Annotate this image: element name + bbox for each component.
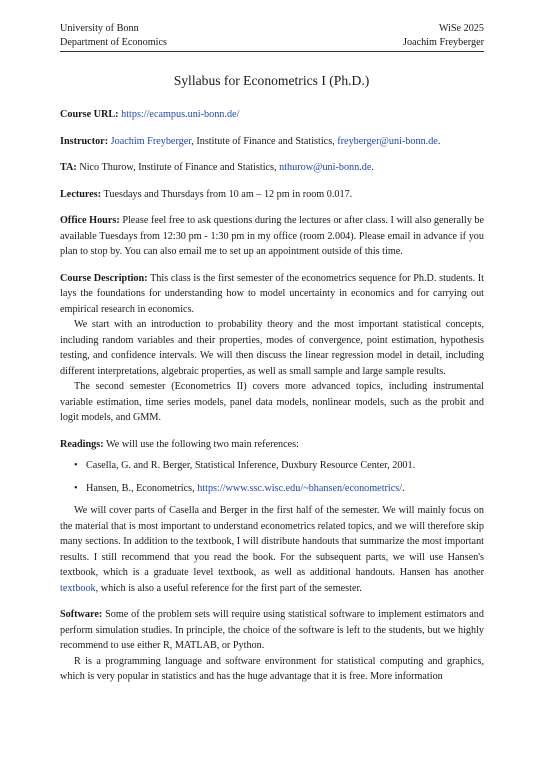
ta-end: .: [371, 162, 374, 173]
instructor-line: [60, 134, 484, 150]
readings-intro: We will use the following two main references:: [105, 438, 299, 450]
header-department: Department of Economics: [60, 36, 167, 48]
readings-item-casella: [74, 458, 484, 474]
header-term: WiSe 2025: [438, 23, 484, 34]
ta-label: TA:: [60, 162, 77, 173]
readings-item-text: Casella, G. and R. Berger, Statistical Inference, Duxbury Resource Center, 2001.: [86, 460, 416, 471]
instructor-label: Instructor:: [60, 135, 109, 147]
header-left: [60, 22, 167, 49]
course-url-label: Course URL:: [60, 109, 119, 120]
lectures-label: Lectures:: [60, 188, 102, 200]
office-hours-label: Office Hours:: [60, 215, 120, 226]
course-url-link[interactable]: https://ecampus.uni-bonn.de/: [121, 109, 240, 120]
instructor-email-link[interactable]: freyberger@uni-bonn.de: [337, 135, 438, 147]
readings-intro-line: [60, 437, 484, 453]
lectures-text: Tuesdays and Thursdays from 10 am – 12 pm in room 0.017.: [103, 188, 353, 200]
page-title: Syllabus for Econometrics I (Ph.D.): [173, 73, 370, 88]
syllabus-body: [60, 107, 484, 685]
course-url-line: [60, 107, 484, 123]
software-paragraph: [60, 607, 484, 654]
software-p2: R is a programming language and software environment for statistical computing and graphics, which is very popular in statistics and has the huge advantage that it is free. More information: [60, 655, 484, 682]
readings-item-end: .: [402, 482, 405, 494]
software-label: Software:: [60, 609, 103, 620]
course-description-p1: This class is the first semester of the econometrics sequence for Ph.D. students. It lays the foundations for understanding how to model uncertainty in economics and for carrying out empirical research in economics.: [60, 272, 484, 315]
course-description-label: Course Description:: [60, 272, 148, 284]
hansen-textbook-link[interactable]: textbook: [60, 582, 96, 594]
software-p1: Some of the problem sets will require using statistical software to implement estimators and perform simulation studies. In principle, the choice of the software is left to the students, but we highly recommend to use either R, MATLAB, or Python.: [60, 609, 484, 651]
readings-item-text: Hansen, B., Econometrics,: [86, 482, 198, 494]
readings-list: [60, 458, 484, 496]
instructor-end: .: [437, 135, 441, 147]
readings-paragraph: [60, 503, 484, 596]
office-hours-text: Please feel free to ask questions during the lectures or after class. I will also generally be available Tuesdays from 12:30 pm - 1:30 pm in my office (room 2.004). Please email in advance if you plan to stop by. You can also email me to set up an appointment outside of this time.: [60, 215, 485, 257]
hansen-econometrics-link[interactable]: https://www.ssc.wisc.edu/~bhansen/econometrics/: [197, 482, 403, 494]
instructor-affiliation: , Institute of Finance and Statistics,: [191, 135, 338, 147]
header-author: Joachim Freyberger: [402, 36, 484, 48]
instructor-name-link[interactable]: Joachim Freyberger: [110, 135, 192, 147]
readings-paragraph-text: We will cover parts of Casella and Berger in the first half of the semester. We will mainly focus on the material that is most important to understand econometrics related topics, and we will therefore skip many sections. In addition to the textbook, I will distribute handouts that summarize the most important results. I still recommend that you read the book. For the subsequent parts, we will use Hansen's textbook, which is a graduate level textbook, as well as additional handouts. Hansen has another: [60, 505, 484, 578]
bullet-icon: •: [74, 460, 78, 471]
ta-text: Nico Thurow, Institute of Finance and Statistics,: [79, 162, 280, 173]
header-university: University of Bonn: [60, 23, 139, 34]
ta-line: [60, 160, 484, 176]
office-hours-paragraph: [60, 213, 484, 260]
readings-label: Readings:: [60, 438, 104, 450]
readings-item-hansen: [74, 481, 484, 497]
header-right: [403, 22, 484, 49]
course-description-paragraph: [60, 271, 484, 318]
bullet-icon: •: [74, 482, 78, 494]
readings-paragraph-end: , which is also a useful reference for the first part of the semester.: [95, 582, 362, 594]
course-description-p2: We start with an introduction to probability theory and the most important statistical concepts, including random variables and their properties, modes of convergence, point estimation, hypothesis testing, and confidence intervals. We will then discuss the linear regression model in detail, including different interpretations, algebraic properties, as well as small sample and large sample results.: [60, 319, 484, 377]
lectures-line: [60, 187, 484, 203]
course-description-p3: The second semester (Econometrics II) covers more advanced topics, including instrumental variable estimation, time series models, panel data models, nonlinear models, such as the probit and logit models, and GMM.: [60, 381, 484, 423]
header-rule: [60, 51, 484, 52]
ta-email-link[interactable]: nthurow@uni-bonn.de: [279, 162, 372, 173]
